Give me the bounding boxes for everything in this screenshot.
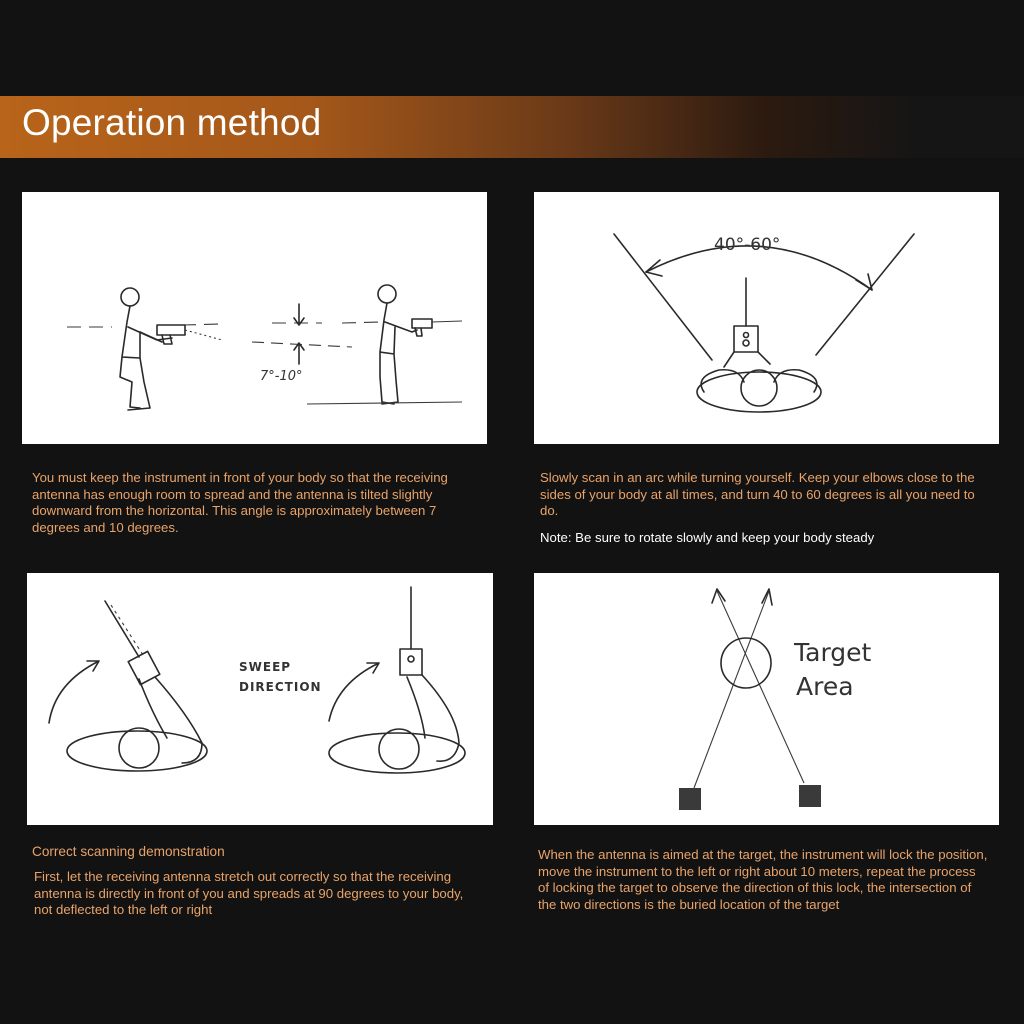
- marker-right: [799, 785, 821, 807]
- arc-scan-note: Note: Be sure to rotate slowly and keep your body steady: [540, 530, 875, 545]
- target-label-2: Area: [796, 672, 854, 701]
- arc-scan-sketch: [534, 192, 999, 444]
- sweep-description: First, let the receiving antenna stretch out correctly so that the receiving antenna is directly in front of you and spreads at 90 degrees to your body, not deflected to the left or right: [34, 869, 464, 917]
- stance-sketch: [22, 192, 487, 444]
- target-label-1: Target: [794, 638, 872, 667]
- illustration-target-area: [534, 573, 999, 825]
- sweep-label-1: SWEEP: [239, 660, 292, 674]
- angle-label-40-60: 40°-60°: [714, 235, 781, 255]
- target-description: When the antenna is aimed at the target, the instrument will lock the position, move the instrument to the left or right about 10 meters, repeat the process of locking the target to observe the direction of this lock, the intersection of the two directions is the buried location of the target: [538, 847, 988, 912]
- stance-description: You must keep the instrument in front of your body so that the receiving antenna has enough room to spread and the antenna is tilted slightly downward from the horizontal. This angle is approximately between 7 degrees and 10 degrees.: [32, 470, 448, 535]
- angle-label-7-10: 7°-10°: [260, 369, 303, 384]
- arc-scan-description: Slowly scan in an arc while turning yourself. Keep your elbows close to the sides of your body at all times, and turn 40 to 60 degrees is all you need to do.: [540, 470, 975, 518]
- page-title: Operation method: [22, 102, 322, 143]
- marker-left: [679, 788, 701, 810]
- title-banner: [0, 96, 1024, 158]
- sweep-heading: Correct scanning demonstration: [32, 844, 225, 859]
- sweep-label-2: DIRECTION: [239, 680, 322, 694]
- sweep-sketch: [27, 573, 493, 825]
- illustration-sweep: [27, 573, 493, 825]
- target-area-sketch: [534, 573, 999, 825]
- illustration-arc-scan: [534, 192, 999, 444]
- illustration-stance: [22, 192, 487, 444]
